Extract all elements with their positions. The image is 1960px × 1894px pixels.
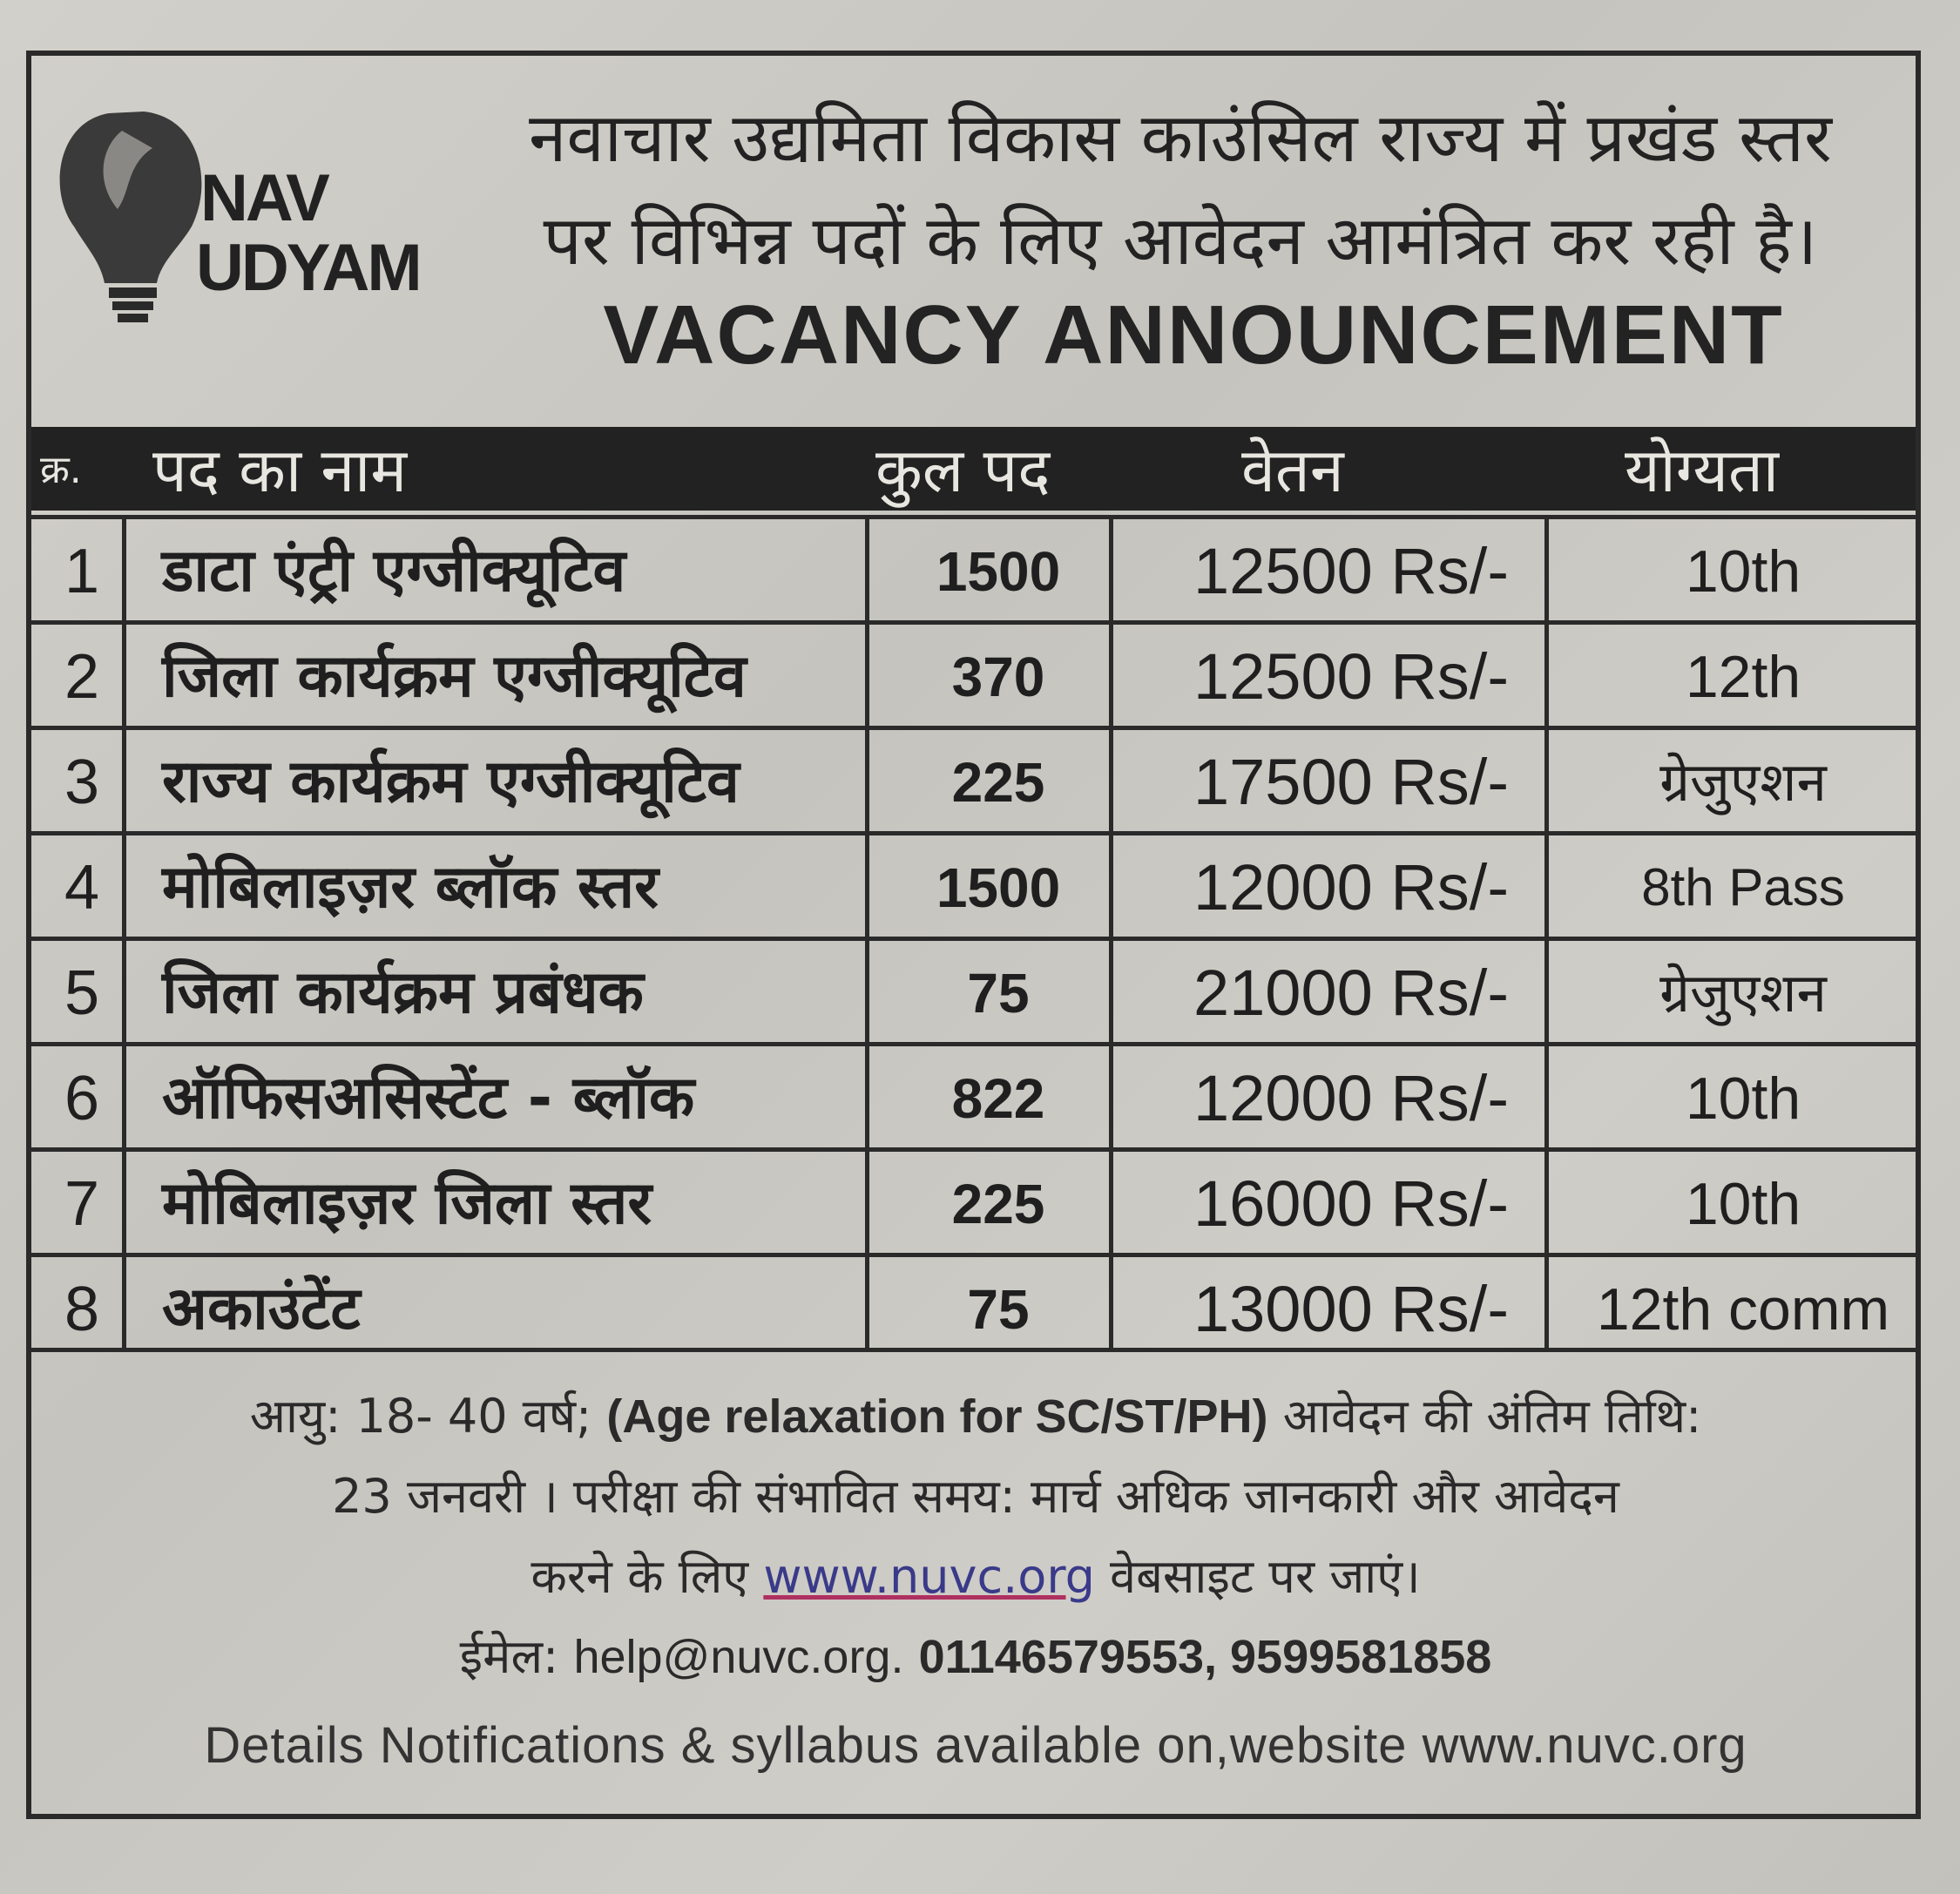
logo-text-nav: NAV (200, 161, 328, 235)
row-number: 8 (64, 1275, 100, 1344)
visit-suffix: वेबसाइट पर जाएं। (1110, 1549, 1421, 1604)
post-count: 1500 (936, 856, 1061, 919)
post-count: 370 (951, 646, 1045, 708)
table-row (31, 519, 1916, 624)
post-count: 75 (967, 1278, 1030, 1341)
table-row (31, 1152, 1916, 1256)
post-name: जिला कार्यक्रम प्रबंधक (162, 958, 644, 1027)
row-number: 1 (64, 537, 100, 606)
qualification: 12th (1685, 644, 1801, 710)
row-number: 7 (64, 1169, 100, 1239)
qualification: 8th Pass (1641, 858, 1845, 917)
qualification: ग्रेजुएशन (1659, 961, 1827, 1025)
col-header-post-name: पद का नाम (152, 435, 408, 506)
col-header-qualification: योग्यता (1625, 435, 1780, 506)
footer-line-2 (61, 1457, 1890, 1537)
salary: 16000 Rs/- (1193, 1167, 1509, 1240)
row-number: 5 (64, 958, 100, 1028)
email-address[interactable]: help@nuvc.org. (573, 1631, 904, 1683)
row-number: 3 (64, 747, 100, 817)
page-title: VACANCY ANNOUNCEMENT (603, 288, 1784, 382)
table-row (31, 941, 1916, 1045)
age-relaxation: (Age relaxation for SC/ST/PH) (606, 1390, 1268, 1443)
qualification: 10th (1685, 1065, 1801, 1132)
table-column-rule (122, 515, 126, 1351)
col-header-salary: वेतन (1241, 435, 1344, 506)
post-name: जिला कार्यक्रम एग्जीक्यूटिव (162, 642, 747, 711)
post-count: 225 (951, 1173, 1045, 1235)
table-row (31, 1046, 1916, 1151)
post-name: ऑफिसअसिस्टेंट - ब्लॉक (162, 1064, 695, 1133)
table-rule (31, 1348, 1916, 1352)
table-rule (31, 515, 1916, 519)
qualification: 12th comm (1596, 1276, 1890, 1343)
post-name: डाटा एंट्री एग्जीक्यूटिव (162, 537, 626, 605)
table-rule (31, 937, 1916, 941)
details-notice: Details Notifications & syllabus available on,website www.nuvc.org (204, 1717, 1747, 1774)
visit-prefix: करने के लिए (531, 1549, 749, 1604)
hindi-heading (462, 87, 1899, 293)
table-row (31, 625, 1916, 729)
table-column-rule (865, 515, 869, 1351)
post-count: 75 (967, 962, 1030, 1025)
table-rule (31, 620, 1916, 625)
table-column-rule (1544, 515, 1549, 1351)
salary: 12000 Rs/- (1193, 851, 1509, 923)
deadline-label: आवेदन की अंतिम तिथि: (1282, 1389, 1702, 1444)
table-rule (31, 726, 1916, 730)
post-name: अकाउंटेंट (162, 1275, 361, 1343)
table-rule (31, 831, 1916, 835)
logo-text-udyam: UDYAM (196, 231, 420, 305)
qualification: 10th (1685, 538, 1801, 605)
phone-numbers: 01146579553, 9599581858 (918, 1631, 1492, 1683)
post-name: राज्य कार्यक्रम एग्जीक्यूटिव (162, 747, 740, 816)
salary: 17500 Rs/- (1193, 746, 1509, 818)
age-limit: आयु: 18- 40 वर्ष; (249, 1389, 592, 1444)
qualification: ग्रेजुएशन (1659, 750, 1827, 814)
table-rule (31, 1147, 1916, 1152)
row-number: 6 (64, 1064, 100, 1133)
salary: 13000 Rs/- (1193, 1273, 1509, 1345)
post-name: मोबिलाइज़र ब्लॉक स्तर (162, 853, 659, 922)
table-rule (31, 1042, 1916, 1046)
table-row (31, 1257, 1916, 1362)
deadline-date: 23 जनवरी (332, 1469, 526, 1524)
nav-udyam-logo (48, 96, 466, 331)
post-count: 1500 (936, 540, 1061, 603)
salary: 12000 Rs/- (1193, 1062, 1509, 1134)
table-rule (31, 1253, 1916, 1257)
post-name: मोबिलाइज़र जिला स्तर (162, 1169, 652, 1238)
hindi-heading-line2: पर विभिन्न पदों के लिए आवेदन आमंत्रित कर रही है। (543, 202, 1818, 281)
salary: 21000 Rs/- (1193, 957, 1509, 1029)
table-row (31, 730, 1916, 835)
hindi-heading-line1: नवाचार उद्यमिता विकास काउंसिल राज्य में प्रखंड स्तर (529, 99, 1832, 178)
row-number: 2 (64, 642, 100, 712)
post-count: 225 (951, 751, 1045, 814)
table-row (31, 835, 1916, 940)
salary: 12500 Rs/- (1193, 640, 1509, 713)
footer-line-3 (61, 1537, 1890, 1617)
table-column-rule (1109, 515, 1113, 1351)
salary: 12500 Rs/- (1193, 535, 1509, 607)
post-count: 822 (951, 1067, 1045, 1130)
col-header-serial: क्र. (40, 448, 82, 492)
col-header-total-posts: कुल पद (875, 435, 1051, 506)
footer-line-1 (61, 1377, 1890, 1457)
email-label: ईमेल: (459, 1629, 559, 1684)
footer-contact (61, 1617, 1890, 1697)
website-link[interactable]: www.nuvc.org (763, 1549, 1095, 1604)
exam-info: । परीक्षा की संभावित समय: मार्च अधिक जानकारी और आवेदन (540, 1469, 1619, 1524)
qualification: 10th (1685, 1171, 1801, 1237)
row-number: 4 (64, 853, 100, 923)
